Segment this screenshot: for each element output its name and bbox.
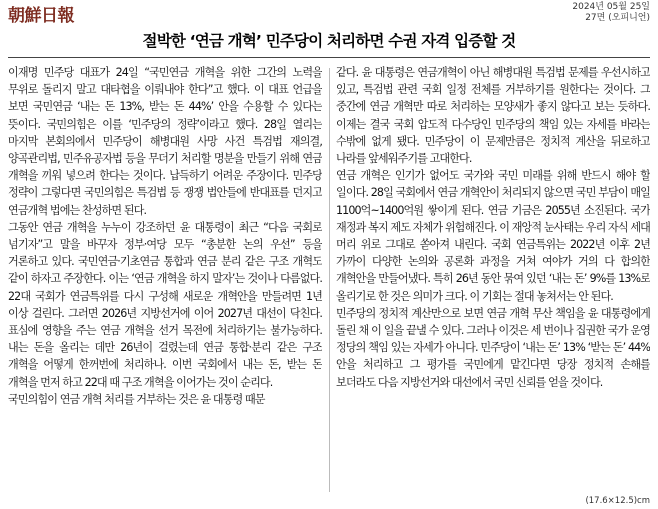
headline-divider — [8, 57, 650, 58]
editorial-headline: 절박한 ‘연금 개혁’ 민주당이 처리하면 수권 자격 입증할 것 — [142, 32, 516, 50]
paragraph: 민주당의 정치적 계산만으로 보면 연금 개혁 무산 책임을 윤 대통령에게 돌린 채 이 일을 끝낼 수 있다. 그러나 이것은 세 번이나 집권한 국가 운영 정당의 책임 있는 자세가 아니다. 민주당이 ‘내는 돈’ 13% ‘받는 돈’ 44% 안을 처리하고 그 평가를 국민에게 맡긴다면 당장 정치적 손해를 보더라도 다음 지방선거와 대선에서 국민 신뢰를 얻을 것이다. — [336, 306, 650, 389]
newspaper-logo: 朝鮮日報 — [8, 6, 74, 26]
paragraph: 같다. 윤 대통령은 연금개혁이 아닌 해병대원 특검법 문제를 우선시하고 있고, 특검법 관련 국회 일정 전체를 거부하기를 원한다는 것이다. 그 중간에 연금 개혁만 따로 처리하는 모양새가 좋지 않다고 보는 듯하다. 이제는 결국 국회 압도적 다수당인 민주당의 책임 있는 자세를 바라는 수밖에 없게 됐다. 민주당이 이 문제만큼은 정치적 계산을 뒤로하고 나라를 앞세워주기를 고대한다. — [336, 66, 650, 166]
clipping-size-note: (17.6×12.5)cm — [585, 496, 650, 506]
right-column — [336, 64, 650, 494]
paragraph: 그동안 연금 개혁을 누누이 강조하던 윤 대통령이 최근 “다음 국회로 넘기자”고 말을 바꾸자 정부·여당 모두 “총분한 논의 우선” 등을 거론하고 있다. 국민연금·기초연금 통합과 연금 분리 같은 구조 개혁도 같이 하자고 주장한다. 이는 ‘연금 개혁을 하지 말자’는 것이나 다름없다. 22대 국회가 연금특위를 다시 구성해 새로운 개혁안을 만들려면 1년 이상 걸린다. 그러면 2026년 지방선거에 이어 2027년 대선이 닥친다. 표심에 영향을 주는 연금 개혁을 선거 목전에 처리하기는 불가능하다. 내는 돈을 올리는 데만 26년이 걸렸는데 연금 통합·분리 같은 구조 개혁을 어떻게 한꺼번에 처리하나. 이번 국회에서 내는 돈, 받는 돈 개혁을 먼저 하고 22대 때 구조 개혁을 이어가는 것이 순리다. — [8, 220, 322, 389]
page-section: 27면 (오피니언) — [585, 13, 650, 23]
article-body — [8, 64, 650, 494]
paragraph: 연금 개혁은 인기가 없어도 국가와 국민 미래를 위해 반드시 해야 할 일이다. 28일 국회에서 연금 개혁안이 처리되지 않으면 국민 부담이 매일 1100억~1400억원 쌓이게 된다. 연금 기금은 2055년 소진된다. 국가 재정과 복지 제도 자체가 위험해진다. 이 재앙적 눈사태는 우리 자식 세대 머리 위로 그대로 쏟아져 내린다. 국회 연금특위는 2022년 이후 2년 가까이 다양한 논의와 공론화 과정을 거쳐 여야가 거의 다 합의한 개혁안을 만들어냈다. 특히 26년 동안 묶여 있던 ‘내는 돈’ 9%를 13%로 올리기로 한 것은 의미가 크다. 이 기회는 절대 놓쳐서는 안 된다. — [336, 169, 650, 303]
column-divider — [329, 68, 330, 492]
publication-date: 2024년 05월 25일 — [572, 2, 650, 12]
dateline — [572, 2, 650, 24]
paragraph: 국민의힘이 연금 개혁 처리를 거부하는 것은 윤 대통령 때문 — [8, 392, 265, 406]
paragraph: 이재명 민주당 대표가 24일 “국민연금 개혁을 위한 그간의 노력을 무위로 돌리지 말고 대타협을 이뤄내야 한다”고 했다. 이 대표 언급을 보면 국민연금 ‘내는 돈 13%, 받는 돈 44%’ 안을 수용할 수 있다는 뜻이다. 국민의힘은 이를 ‘민주당의 정략’이라고 했다. 28일 열리는 마지막 본회의에서 민주당이 해병대원 사망 사건 특검법 재의결, 양곡관리법, 민주유공자법 등을 무더기 처리할 명분을 만들기 위해 연금 개혁을 끼워 넣으려 한다는 것이다. 납득하기 어려운 주장이다. 민주당 정략이 그렇다면 국민의힘은 특검법 등 쟁쟁 법안들에 반대표를 던지고 연금개혁 법에는 찬성하면 된다. — [8, 66, 322, 217]
left-column — [8, 64, 322, 494]
masthead — [0, 0, 658, 26]
